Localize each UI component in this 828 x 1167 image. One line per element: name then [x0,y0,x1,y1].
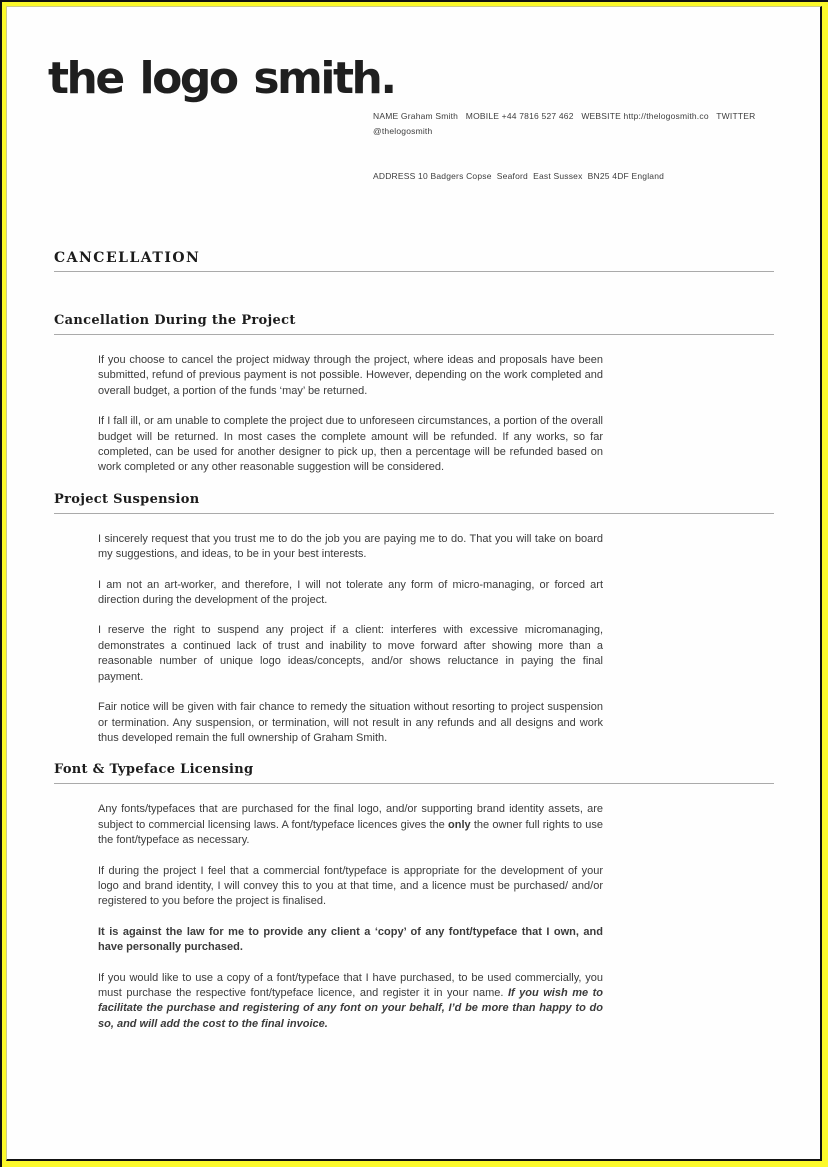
paragraph [98,353,603,399]
section-font-typeface-licensing [54,761,774,1032]
contact-line-1: NAME Graham Smith MOBILE +44 7816 527 462 WEBSITE http://thelogosmith.co TWITTER @thelogosmith [373,111,759,136]
text-segment: Fair notice will be given with fair chance to remedy the situation without resorting to project suspension or termination. Any suspension, or termination, will not result in any refunds and all designs and work thus developed remain the full ownership of Graham Smith. [98,701,603,744]
paragraph [98,925,603,956]
text-segment: Any fonts/typefaces that are purchased for the final logo, and/or supporting brand identity assets, are subject to commercial licensing laws. A font/typeface licences gives the [98,803,603,831]
text-segment: I reserve the right to suspend any project if a client: interferes with excessive micromanaging, demonstrates a continued lack of trust and inability to move forward after showing more than a reasonable number of unique logo ideas/concepts, and/or shows reluctance in paying the final payment. [98,624,603,683]
contact-line-2: ADDRESS 10 Badgers Copse Seaford East Sussex BN25 4DF England [373,171,665,181]
title-rule [54,271,774,272]
text-segment: If I fall ill, or am unable to complete the project due to unforeseen circumstances, a portion of the overall budget will be returned. In most cases the complete amount will be refunded. If any works, so far completed, can be used for another designer to pick up, then a percentage will be refunded based on work completed or any other reasonable suggestion will be considered. [98,415,603,474]
section-heading: Font & Typeface Licensing [54,762,254,778]
paragraph [98,700,603,746]
document-body [54,249,774,1032]
text-segment: If you would like to use a copy of a font/typeface that I have purchased, to be used commercially, you must purchase the respective font/typeface licence, and register it in your name. [98,971,603,999]
section-rule [54,513,774,514]
page-title: CANCELLATION [54,250,201,266]
paragraph [98,532,603,563]
contact-info [373,79,803,214]
text-segment: It is against the law for me to provide any client a ‘copy’ of any font/typeface that I own, and have personally purchased. [98,925,603,954]
paragraph [98,971,603,1033]
text-segment: If you wish me to facilitate the purchase and registering of any font on your behalf, I’d be more than happy to do so, and will add the cost to the final invoice. [98,986,603,1030]
sections-container [54,312,774,1032]
text-segment: If you choose to cancel the project midway through the project, where ideas and proposals have been submitted, refund of previous payment is not possible. However, depending on the work completed and overall budget, a portion of the funds ‘may’ be returned. [98,354,603,397]
logo-wordmark: the logo smith. [48,53,395,104]
paragraph [98,802,603,848]
text-segment: I sincerely request that you trust me to do the job you are paying me to do. That you will take on board my suggestions, and ideas, to be in your best interests. [98,532,603,561]
section-heading: Cancellation During the Project [54,313,296,328]
paragraph [98,578,603,609]
text-segment: I am not an art-worker, and therefore, I will not tolerate any form of micro-managing, or forced art direction during the development of the project. [98,578,603,607]
paragraph [98,623,603,685]
section-project-suspension [54,491,774,746]
section-heading: Project Suspension [54,491,200,507]
text-segment: only [448,818,471,831]
section-rule [54,783,774,784]
paragraph [98,414,603,476]
paragraph [98,864,603,910]
text-segment: If during the project I feel that a commercial font/typeface is appropriate for the development of your logo and brand identity, I will convey this to you at that time, and a licence must be purchased/ and/or registered to you before the project is finalised. [98,864,603,908]
document-page [6,6,822,1161]
text-segment: the owner full rights to use the font/typeface as necessary. [98,818,603,847]
section-cancellation-during-the-project [54,312,774,476]
section-rule [54,334,774,335]
